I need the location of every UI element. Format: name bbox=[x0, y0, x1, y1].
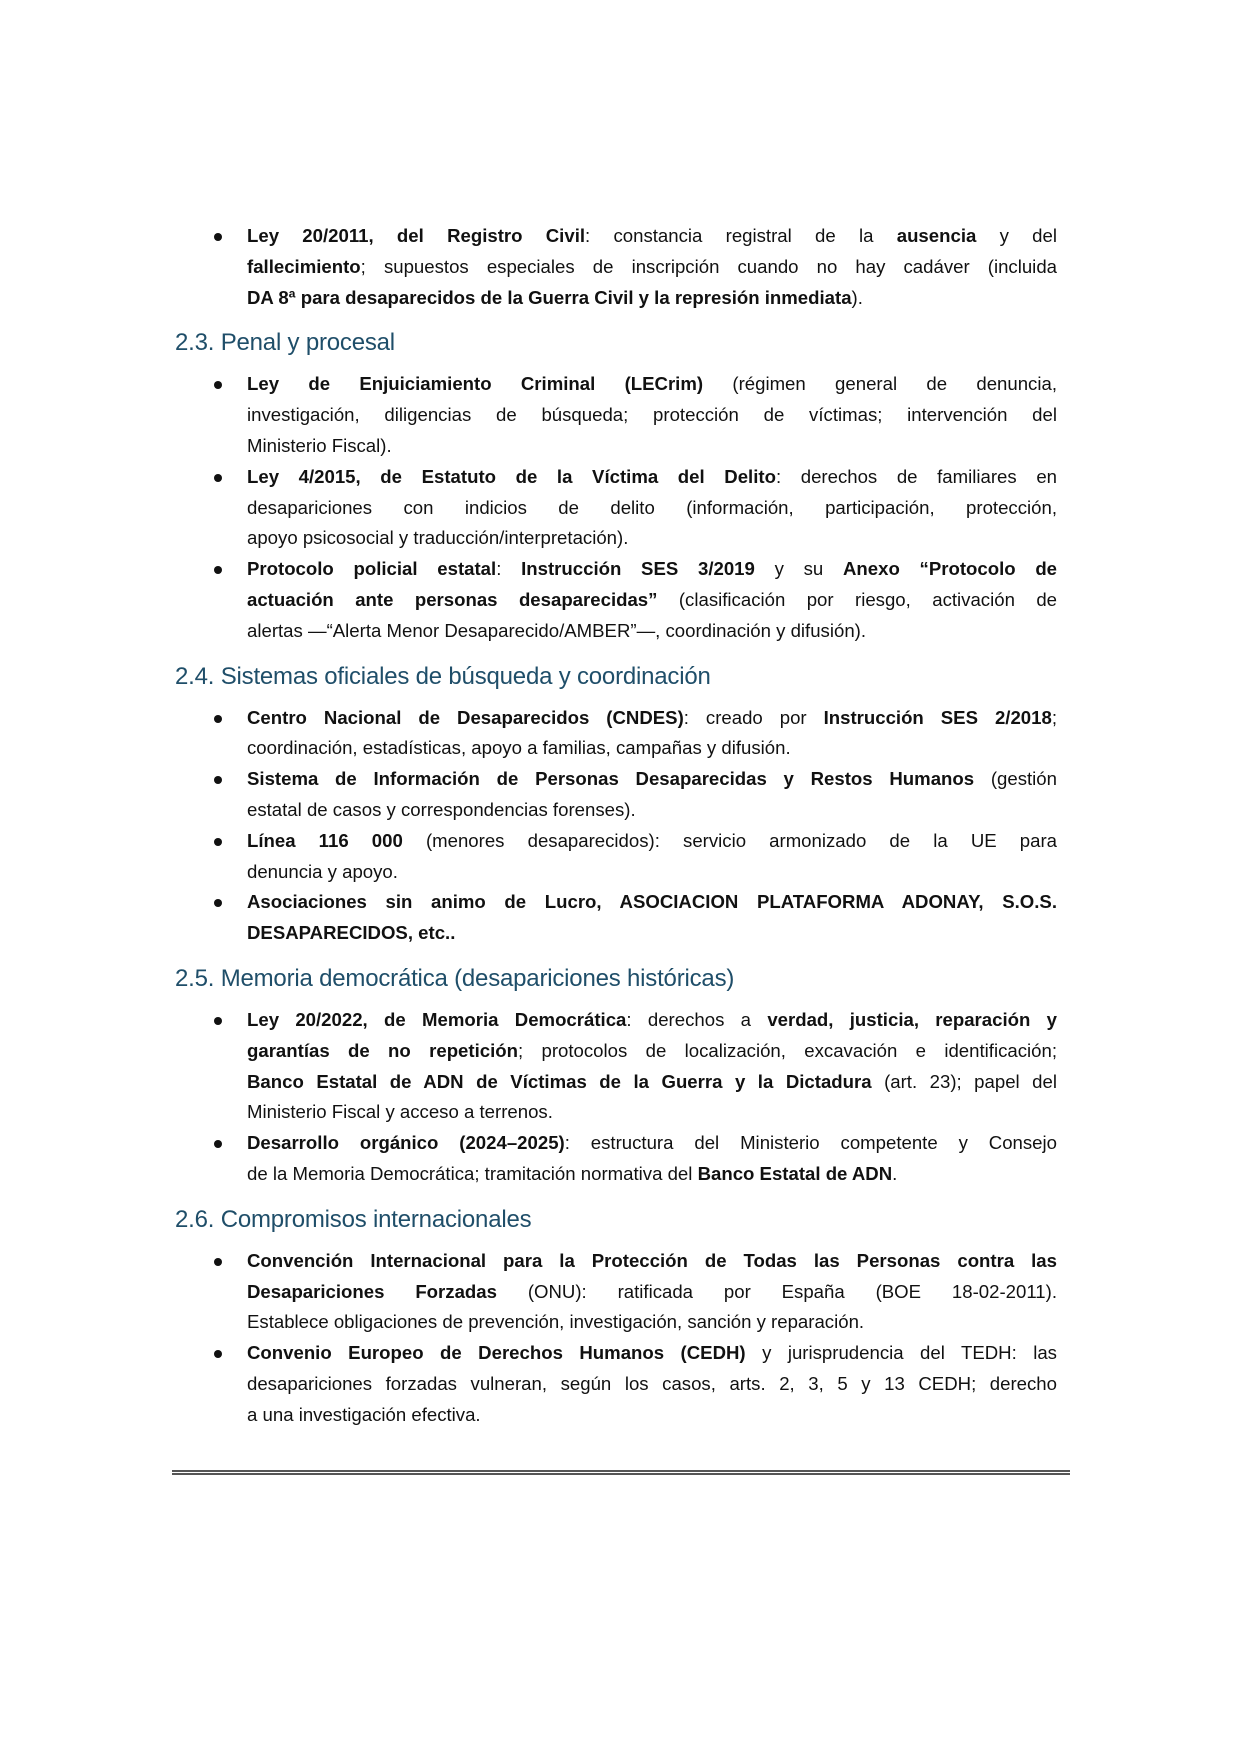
text-line bbox=[247, 1307, 1057, 1338]
bold-text: Línea 116 000 bbox=[247, 829, 403, 851]
text-line bbox=[247, 554, 1057, 585]
text: apoyo psicosocial y traducción/interpretación). bbox=[247, 527, 629, 549]
text: Establece obligaciones de prevención, investigación, sanción y reparación. bbox=[247, 1311, 865, 1333]
text: . bbox=[892, 1162, 898, 1184]
bullet-list bbox=[175, 1246, 1057, 1431]
text: : bbox=[496, 558, 522, 580]
text-line bbox=[247, 252, 1057, 283]
text-line bbox=[247, 1246, 1057, 1277]
bullet-icon bbox=[214, 776, 222, 784]
bold-text: verdad, justicia, reparación y bbox=[767, 1008, 1058, 1030]
bold-text: Instrucción SES 3/2019 bbox=[521, 558, 755, 580]
text: coordinación, estadísticas, apoyo a familias, campañas y difusión. bbox=[247, 737, 791, 759]
text: (régimen general de denuncia, bbox=[703, 373, 1057, 395]
text-line bbox=[247, 733, 1057, 764]
bold-text: Centro Nacional de Desaparecidos (CNDES) bbox=[247, 706, 684, 728]
bold-text: Banco Estatal de ADN bbox=[697, 1162, 893, 1184]
list-item bbox=[175, 764, 1057, 826]
text: desapariciones forzadas vulneran, según los casos, arts. 2, 3, 5 y 13 CEDH; derecho bbox=[247, 1372, 1057, 1394]
text-line bbox=[247, 1097, 1057, 1128]
text: y del bbox=[976, 225, 1057, 246]
document-body bbox=[175, 221, 1057, 1431]
bold-text: Ley 4/2015, de Estatuto de la Víctima del Delito bbox=[247, 465, 776, 487]
bold-text: Protocolo policial estatal bbox=[247, 558, 497, 580]
text-line bbox=[247, 1128, 1057, 1159]
text: alertas —“Alerta Menor Desaparecido/AMBER”—, coordinación y difusión). bbox=[247, 619, 867, 641]
list-item bbox=[175, 887, 1057, 949]
bold-text: Convención Internacional para la Protección de Todas las Personas contra las bbox=[247, 1249, 1057, 1271]
bullet-list bbox=[175, 369, 1057, 646]
bullet-icon bbox=[214, 1140, 222, 1148]
bold-text: DESAPARECIDOS, etc.. bbox=[247, 922, 456, 944]
text: de la Memoria Democrática; tramitación normativa del bbox=[247, 1162, 698, 1184]
bullet-icon bbox=[214, 1258, 222, 1266]
bullet-icon bbox=[214, 233, 222, 241]
bullet-icon bbox=[214, 381, 222, 389]
text-line bbox=[247, 462, 1057, 493]
text-line bbox=[247, 585, 1057, 616]
text: (art. 23); papel del bbox=[871, 1070, 1057, 1092]
text: (ONU): ratificada por España (BOE 18-02-2011). bbox=[496, 1280, 1057, 1302]
bold-text: Anexo “Protocolo de bbox=[842, 558, 1058, 580]
bold-text: Desarrollo orgánico (2024–2025) bbox=[247, 1132, 565, 1154]
list-item bbox=[175, 1338, 1057, 1430]
text: Ministerio Fiscal y acceso a terrenos. bbox=[247, 1101, 553, 1123]
text: : derechos a bbox=[626, 1008, 768, 1030]
text: a una investigación efectiva. bbox=[247, 1403, 481, 1425]
bullet-icon bbox=[214, 1017, 222, 1025]
text: : creado por bbox=[683, 706, 824, 728]
bold-text: Ley 20/2022, de Memoria Democrática bbox=[247, 1008, 627, 1030]
list-item bbox=[175, 826, 1057, 888]
text-line bbox=[247, 1067, 1057, 1098]
list-item bbox=[175, 369, 1057, 461]
section-heading: 2.4. Sistemas oficiales de búsqueda y coordinación bbox=[175, 662, 711, 690]
text: ; protocolos de localización, excavación e identificación; bbox=[517, 1039, 1057, 1061]
text: (clasificación por riesgo, activación de bbox=[657, 588, 1058, 610]
list-item bbox=[175, 703, 1057, 765]
text-line bbox=[247, 369, 1057, 400]
list-item bbox=[175, 554, 1057, 646]
bullet-icon bbox=[214, 899, 222, 907]
bold-text: fallecimiento bbox=[247, 255, 361, 277]
text-line bbox=[247, 1338, 1057, 1369]
text: denuncia y apoyo. bbox=[247, 860, 398, 882]
text-line bbox=[247, 221, 1057, 252]
list-item bbox=[175, 462, 1057, 554]
text: : estructura del Ministerio competente y Consejo bbox=[564, 1132, 1057, 1154]
bold-text: Ley 20/2011, del Registro Civil bbox=[247, 225, 586, 246]
list-item bbox=[175, 1246, 1057, 1338]
bullet-list bbox=[175, 703, 1057, 949]
bold-text: Asociaciones sin animo de Lucro, ASOCIACION PLATAFORMA ADONAY, S.O.S. bbox=[247, 891, 1057, 913]
bold-text: Ley de Enjuiciamiento Criminal (LECrim) bbox=[247, 373, 704, 395]
text-line bbox=[247, 887, 1057, 918]
bold-text: Instrucción SES 2/2018 bbox=[823, 706, 1052, 728]
text-line bbox=[247, 1400, 1057, 1431]
bullet-list bbox=[175, 1005, 1057, 1190]
text-line bbox=[247, 523, 1057, 554]
bold-text: Banco Estatal de ADN de Víctimas de la Guerra y la Dictadura bbox=[247, 1070, 872, 1092]
bullet-list bbox=[175, 221, 1057, 313]
text: Ministerio Fiscal). bbox=[247, 434, 392, 456]
text: ; supuestos especiales de inscripción cuando no hay cadáver (incluida bbox=[360, 255, 1057, 277]
section-divider-rule bbox=[172, 1470, 1070, 1475]
text-line bbox=[247, 764, 1057, 795]
section-heading: 2.3. Penal y procesal bbox=[175, 329, 395, 357]
text: : derechos de familiares en bbox=[775, 465, 1057, 487]
text-line bbox=[247, 1036, 1057, 1067]
text-line bbox=[247, 826, 1057, 857]
bold-text: Desapariciones Forzadas bbox=[247, 1280, 497, 1302]
text-line bbox=[247, 1369, 1057, 1400]
bullet-icon bbox=[214, 474, 222, 482]
text-line bbox=[247, 1005, 1057, 1036]
text: y jurisprudencia del TEDH: las bbox=[745, 1342, 1057, 1364]
text: (gestión bbox=[974, 768, 1057, 790]
text: investigación, diligencias de búsqueda; protección de víctimas; intervención del bbox=[247, 404, 1057, 426]
text-line bbox=[247, 857, 1057, 888]
bold-text: DA 8ª para desaparecidos de la Guerra Civil y la represión inmediata bbox=[247, 286, 852, 308]
text-line bbox=[247, 400, 1057, 431]
list-item bbox=[175, 221, 1057, 313]
text: : constancia registral de la bbox=[585, 225, 897, 246]
list-item bbox=[175, 1005, 1057, 1128]
text: estatal de casos y correspondencias forenses). bbox=[247, 798, 636, 820]
section-heading: 2.6. Compromisos internacionales bbox=[175, 1205, 532, 1233]
section-heading: 2.5. Memoria democrática (desapariciones históricas) bbox=[175, 964, 735, 992]
text-line bbox=[247, 795, 1057, 826]
text: ). bbox=[851, 286, 863, 308]
bold-text: ausencia bbox=[896, 225, 977, 246]
bullet-icon bbox=[214, 1350, 222, 1358]
list-item bbox=[175, 1128, 1057, 1190]
text: ; bbox=[1051, 706, 1057, 728]
text-line bbox=[247, 1277, 1057, 1308]
text-line bbox=[247, 918, 1057, 949]
text: (menores desaparecidos): servicio armonizado de la UE para bbox=[402, 829, 1057, 851]
text-line bbox=[247, 703, 1057, 734]
text-line bbox=[247, 283, 1057, 314]
bullet-icon bbox=[214, 715, 222, 723]
text-line bbox=[247, 493, 1057, 524]
text: y su bbox=[754, 558, 843, 580]
text-line bbox=[247, 616, 1057, 647]
text: desapariciones con indicios de delito (información, participación, protección, bbox=[247, 496, 1057, 518]
text-line bbox=[247, 431, 1057, 462]
bullet-icon bbox=[214, 838, 222, 846]
bold-text: Convenio Europeo de Derechos Humanos (CEDH) bbox=[247, 1342, 746, 1364]
bold-text: actuación ante personas desaparecidas” bbox=[247, 588, 658, 610]
bold-text: Sistema de Información de Personas Desaparecidas y Restos Humanos bbox=[247, 768, 975, 790]
bullet-icon bbox=[214, 566, 222, 574]
bold-text: garantías de no repetición bbox=[247, 1039, 518, 1061]
text-line bbox=[247, 1159, 1057, 1190]
